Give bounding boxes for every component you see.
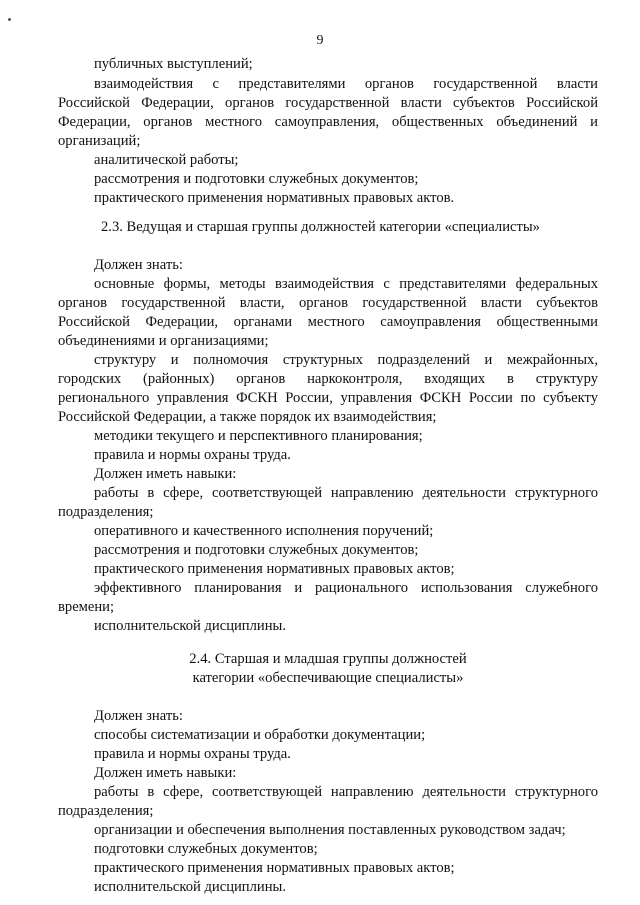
text-line: подготовки служебных документов; — [94, 841, 318, 857]
text-line: рассмотрения и подготовки служебных документов; — [94, 542, 419, 558]
text-line: методики текущего и перспективного планирования; — [94, 428, 423, 444]
text-line: организаций; — [58, 133, 141, 149]
text-line: практического применения нормативных правовых актов; — [94, 860, 455, 876]
text-line: исполнительской дисциплины. — [94, 879, 286, 895]
text-line: времени; — [58, 599, 115, 615]
text-line: работы в сфере, соответствующей направлению деятельности структурного — [94, 485, 598, 501]
text-line: оперативного и качественного исполнения поручений; — [94, 523, 434, 539]
text-line: публичных выступлений; — [94, 56, 253, 72]
text-line: городских (районных) органов наркоконтроля, входящих в структуру — [58, 371, 598, 387]
text-line: аналитической работы; — [94, 152, 239, 168]
section-heading-2-3: 2.3. Ведущая и старшая группы должностей категории «специалисты» — [101, 219, 540, 235]
text-line: Должен знать: — [94, 708, 183, 724]
text-line: объединениями и организациями; — [58, 333, 269, 349]
text-line: взаимодействия с представителями органов государственной власти — [94, 76, 598, 92]
text-line: Российской Федерации, а также порядок их взаимодействия; — [58, 409, 437, 425]
text-line: Российской Федерации, органами местного самоуправления общественными — [58, 314, 598, 330]
text-line: практического применения нормативных правовых актов. — [94, 190, 455, 206]
text-line: органов государственной власти, органов государственной власти субъектов — [58, 295, 598, 311]
text-line: Российской Федерации, органов государственной власти субъектов Российской — [58, 95, 598, 111]
text-line: Федерации, органов местного самоуправления, общественных объединений и — [58, 114, 598, 130]
text-line: основные формы, методы взаимодействия с представителями федеральных — [94, 276, 598, 292]
text-line: Должен знать: — [94, 257, 183, 273]
text-line: способы систематизации и обработки документации; — [94, 727, 426, 743]
text-line: Должен иметь навыки: — [94, 466, 237, 482]
section-heading-2-4-line-2: категории «обеспечивающие специалисты» — [192, 670, 464, 686]
text-line: правила и нормы охраны труда. — [94, 746, 291, 762]
text-line: работы в сфере, соответствующей направлению деятельности структурного — [94, 784, 598, 800]
section-heading-2-4-line-1: 2.4. Старшая и младшая группы должностей — [189, 651, 467, 667]
text-line: регионального управления ФСКН России, управления ФСКН России по субъекту — [58, 390, 598, 406]
text-line: Должен иметь навыки: — [94, 765, 237, 781]
scan-speck — [8, 18, 11, 21]
text-line: исполнительской дисциплины. — [94, 618, 286, 634]
text-line: подразделения; — [58, 504, 154, 520]
text-line: правила и нормы охраны труда. — [94, 447, 291, 463]
text-line: структуру и полномочия структурных подразделений и межрайонных, — [94, 352, 598, 368]
text-line: практического применения нормативных правовых актов; — [94, 561, 455, 577]
text-line: эффективного планирования и рационального использования служебного — [94, 580, 598, 596]
page-number: 9 — [316, 33, 324, 48]
text-line: подразделения; — [58, 803, 154, 819]
text-line: рассмотрения и подготовки служебных документов; — [94, 171, 419, 187]
text-line: организации и обеспечения выполнения поставленных руководством задач; — [94, 822, 566, 838]
